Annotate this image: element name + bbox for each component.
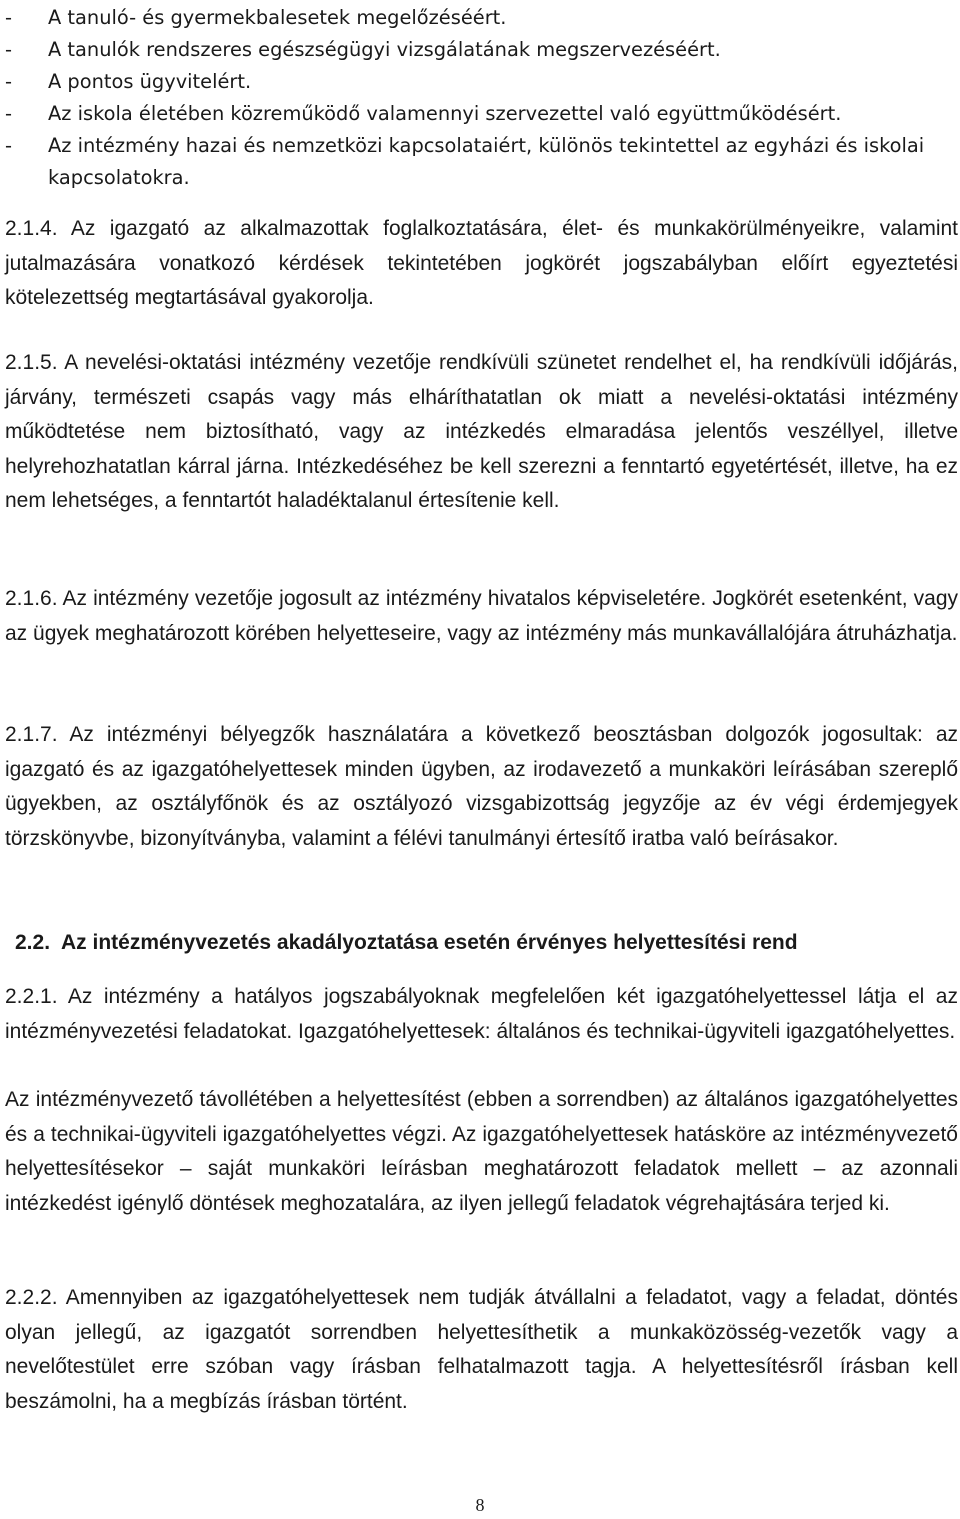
paragraph-2-2-1: 2.2.1. Az intézmény a hatályos jogszabályoknak megfelelően két igazgatóhelyettessel látja el az intézményvezetési feladatokat. Igazgatóhelyettesek: általános és technikai-ügyviteli igazgatóhelyettes. bbox=[5, 985, 958, 1043]
list-item-text: Az intézmény hazai és nemzetközi kapcsolataiért, különös tekintettel az egyházi és iskolai kapcsolatokra. bbox=[48, 134, 925, 189]
paragraph-2-1-7: 2.1.7. Az intézményi bélyegzők használatára a következő beosztásban dolgozók jogosultak: az igazgató és az igazgatóhelyettesek minden ügyben, az irodavezető a munkaköri leírásában szereplő ügyekben, az osztályfőnök és az osztályozó vizsgabizottság jegyzője az év végi érdemjegyek törzskönyvbe, bizonyítványba, valamint a félévi tanulmányi értesítő iratba való beírásakor. bbox=[5, 723, 958, 850]
list-item-text: A tanuló- és gyermekbalesetek megelőzéséért. bbox=[48, 6, 507, 29]
list-item bbox=[5, 2, 958, 34]
list-dash: - bbox=[5, 102, 12, 125]
list-item-text: A pontos ügyvitelért. bbox=[48, 70, 252, 93]
list-item-text: A tanulók rendszeres egészségügyi vizsgálatának megszervezéséért. bbox=[48, 38, 721, 61]
paragraph-2-2-2: 2.2.2. Amennyiben az igazgatóhelyettesek nem tudják átvállalni a feladatot, vagy a feladat, döntés olyan jellegű, az igazgatót sorrendben helyettesíthetik a munkaközösség-vezetők vagy a nevelőtestület erre szóban vagy írásban felhatalmazott tagja. A helyettesítésről írásban kell beszámolni, ha a megbízás írásban történt. bbox=[5, 1286, 958, 1413]
paragraph-2-1-4: 2.1.4. Az igazgató az alkalmazottak foglalkoztatására, élet- és munkakörülményeikre, valamint jutalmazására vonatkozó kérdések tekintetében jogkörét jogszabályban előírt egyeztetési kötelezettség megtartásával gyakorolja. bbox=[5, 217, 958, 309]
section-title: Az intézményvezetés akadályoztatása esetén érvényes helyettesítési rend bbox=[61, 931, 798, 954]
paragraph-2-1-5: 2.1.5. A nevelési-oktatási intézmény vezetője rendkívüli szünetet rendelhet el, ha rendkívüli időjárás, járvány, természeti csapás vagy más elháríthatatlan ok miatt a nevelési-oktatási intézmény működtetése nem biztosítható, vagy az intézkedés elmaradása jelentős veszéllyel, illetve helyrehozhatatlan kárral járna. Intézkedéséhez be kell szerezni a fenntartó egyetértését, illetve, ha ez nem lehetséges, a fenntartót haladéktalanul értesítenie kell. bbox=[5, 351, 958, 512]
section-number: 2.2. bbox=[15, 931, 51, 954]
list-item-text: Az iskola életében közreműködő valamennyi szervezettel való együttműködésért. bbox=[48, 102, 842, 125]
page-number: 8 bbox=[475, 1495, 485, 1515]
list-dash: - bbox=[5, 70, 12, 93]
paragraph-2-2-1-continued: Az intézményvezető távollétében a helyettesítést (ebben a sorrendben) az általános igazgatóhelyettes és a technikai-ügyviteli igazgatóhelyettes végzi. Az igazgatóhelyettesek hatásköre az intézményvezető helyettesítésekor – saját munkaköri leírásban meghatározott feladatok mellett – az azonnali intézkedést igénylő döntések meghozatalára, az ilyen jellegű feladatok végrehajtására terjed ki. bbox=[5, 1088, 958, 1215]
list-item bbox=[5, 98, 958, 130]
list-item bbox=[5, 130, 958, 194]
responsibility-list bbox=[5, 2, 958, 194]
list-dash: - bbox=[5, 6, 12, 29]
section-heading bbox=[15, 926, 798, 960]
list-item bbox=[5, 66, 958, 98]
list-dash: - bbox=[5, 134, 12, 157]
paragraph-2-1-6: 2.1.6. Az intézmény vezetője jogosult az intézmény hivatalos képviseletére. Jogkörét esetenként, vagy az ügyek meghatározott körében helyetteseire, vagy az intézmény más munkavállalójára átruházhatja. bbox=[5, 587, 958, 645]
list-dash: - bbox=[5, 38, 12, 61]
list-item bbox=[5, 34, 958, 66]
